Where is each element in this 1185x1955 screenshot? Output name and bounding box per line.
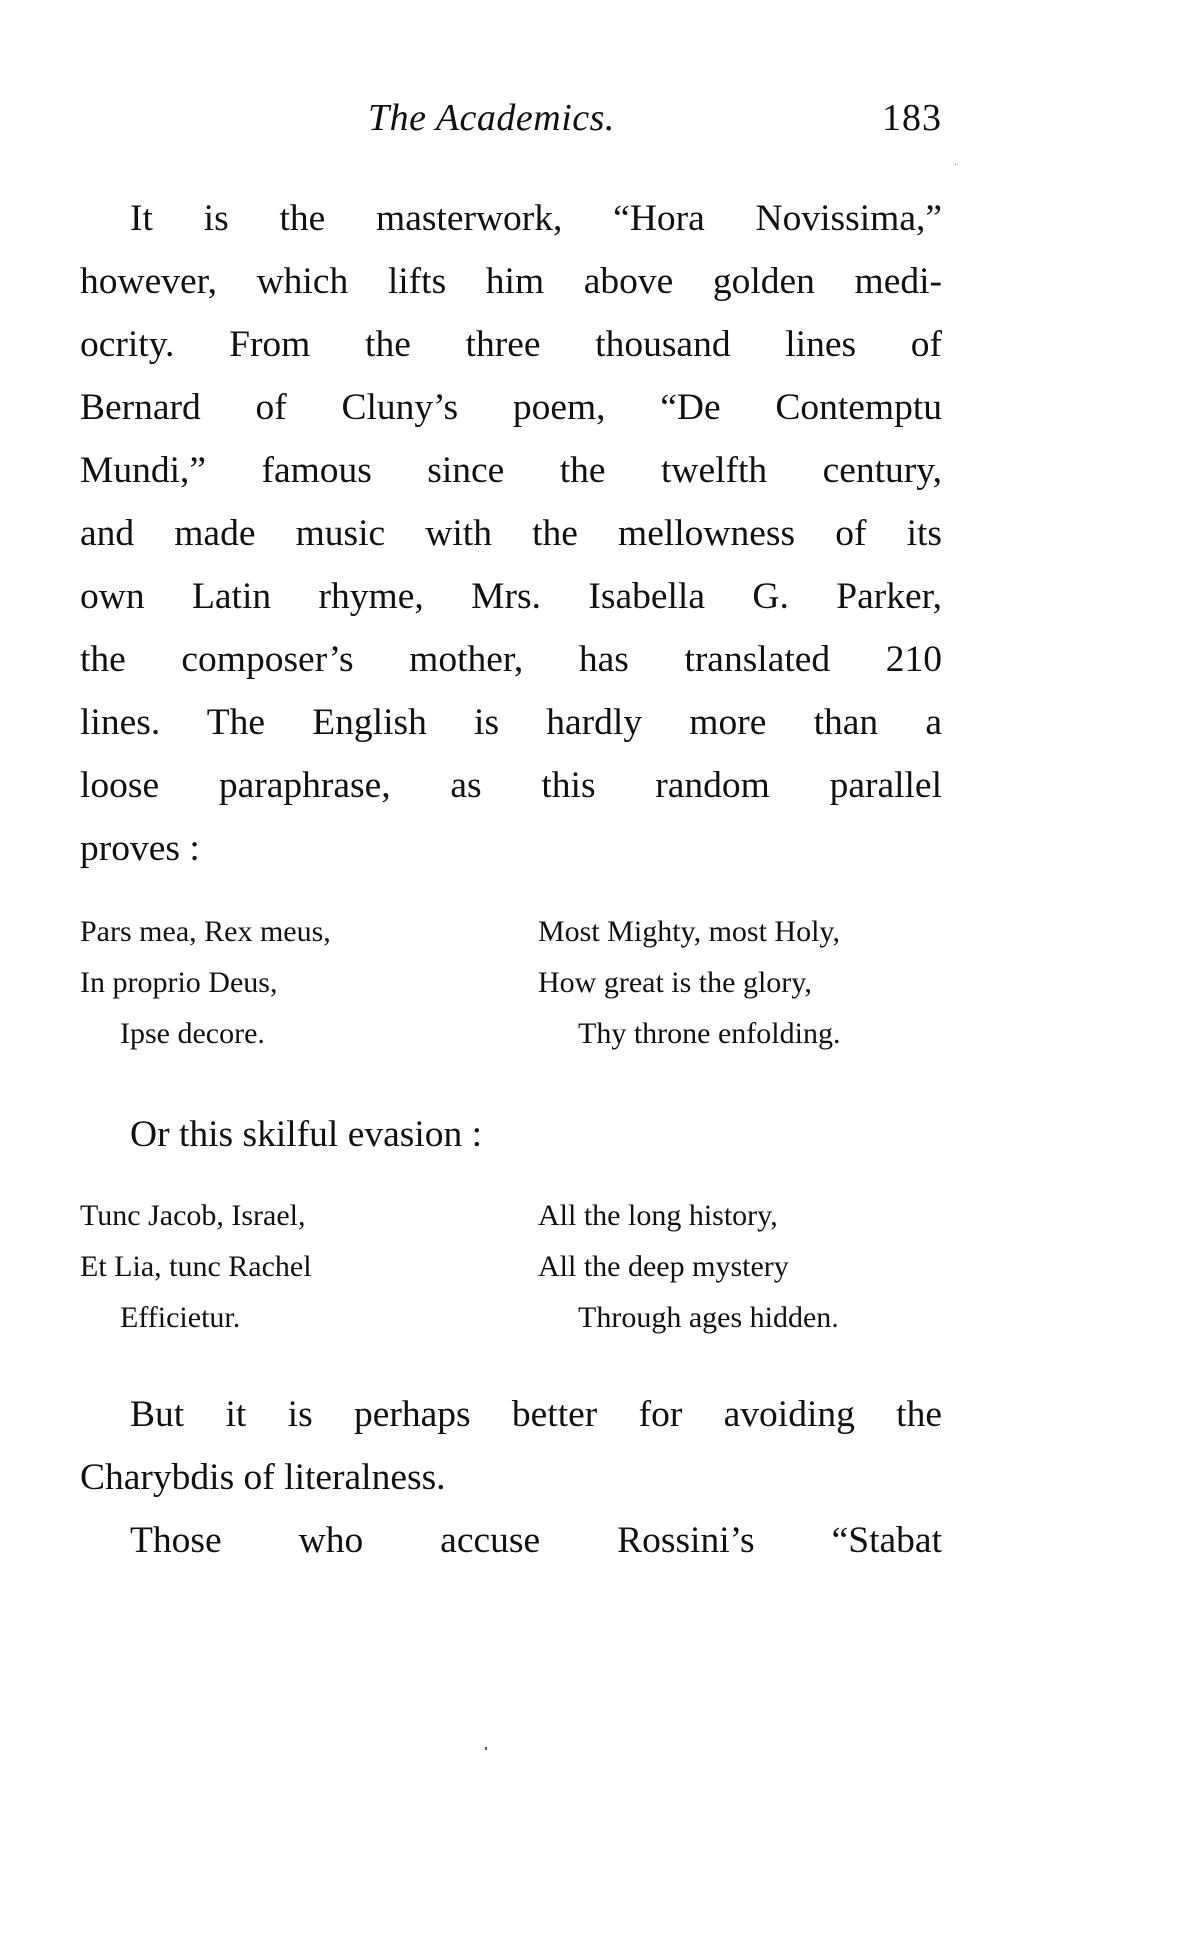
- running-title: The Academics.: [368, 97, 615, 139]
- latin-verse: [80, 1190, 312, 1343]
- paragraph-charybdis: [80, 1383, 942, 1509]
- text-line: and made music with the mellowness of its: [80, 513, 942, 554]
- verse-line: Ipse decore.: [120, 1017, 265, 1050]
- paragraph-hora-novissima: [80, 187, 942, 880]
- text-line: the composer’s mother, has translated 210: [80, 639, 942, 680]
- verse-line: Thy throne enfolding.: [578, 1017, 841, 1050]
- print-speck: [485, 1747, 487, 1750]
- text-line: however, which lifts him above golden medi-: [80, 261, 942, 302]
- verse-line: How great is the glory,: [538, 966, 812, 999]
- text-line: proves :: [80, 828, 200, 869]
- verse-line: Through ages hidden.: [578, 1301, 839, 1334]
- verse-line: Et Lia, tunc Rachel: [80, 1250, 312, 1283]
- text-line: ocrity. From the three thousand lines of: [80, 324, 942, 365]
- verse-line: In proprio Deus,: [80, 966, 278, 999]
- verse-line: Pars mea, Rex meus,: [80, 915, 331, 948]
- text-line: Those who accuse Rossini’s “Stabat: [130, 1520, 942, 1561]
- text-line: Charybdis of literalness.: [80, 1457, 446, 1498]
- running-head: [80, 96, 942, 146]
- paragraph-rossini: [80, 1509, 942, 1572]
- verse-line: Efficietur.: [120, 1301, 241, 1334]
- text-line: lines. The English is hardly more than a: [80, 702, 942, 743]
- text-line: It is the masterwork, “Hora Novissima,”: [130, 198, 942, 239]
- verse-line: All the deep mystery: [538, 1250, 789, 1283]
- text-line: loose paraphrase, as this random parallel: [80, 765, 942, 806]
- print-speck: [955, 164, 956, 165]
- english-verse: [538, 1190, 839, 1343]
- text-line: Bernard of Cluny’s poem, “De Contemptu: [80, 387, 942, 428]
- verse-line: Tunc Jacob, Israel,: [80, 1199, 306, 1232]
- latin-verse: [80, 906, 331, 1059]
- text-line: But it is perhaps better for avoiding the: [130, 1394, 942, 1435]
- text-line: Or this skilful evasion :: [130, 1114, 483, 1155]
- english-verse: [538, 906, 840, 1059]
- text-line: own Latin rhyme, Mrs. Isabella G. Parker,: [80, 576, 942, 617]
- page-number: 183: [882, 97, 942, 139]
- verse-line: Most Mighty, most Holy,: [538, 915, 840, 948]
- text-line: Mundi,” famous since the twelfth century,: [80, 450, 942, 491]
- verse-line: All the long history,: [538, 1199, 778, 1232]
- paragraph-skilful-evasion: [80, 1103, 942, 1166]
